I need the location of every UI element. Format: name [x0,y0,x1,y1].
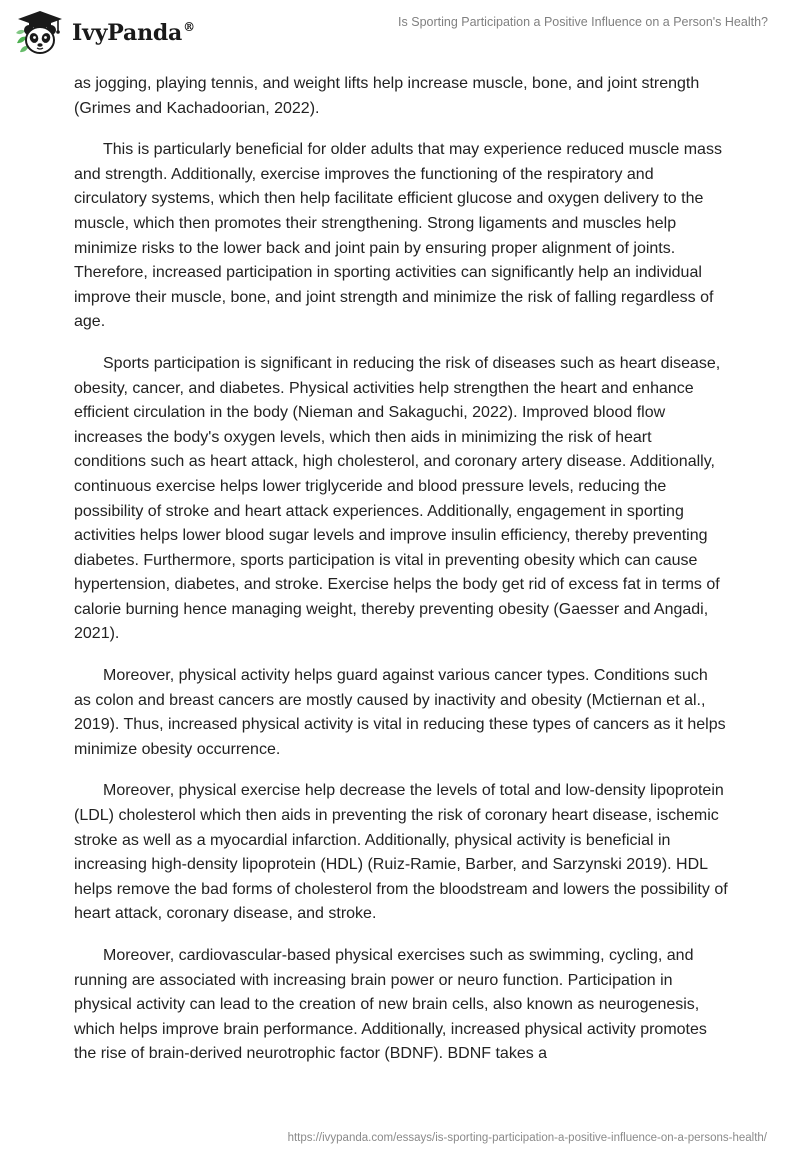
paragraph: This is particularly beneficial for older adults that may experience reduced muscle mass and strength. Additionally, exercise improves the functioning of the respiratory and circulatory systems, which then help facilitate efficient glucose and oxygen delivery to the muscle, which then promotes their strengthening. Strong ligaments and muscles help minimize risks to the lower back and joint pain by ensuring proper alignment of joints. Therefore, increased participation in sporting activities can significantly help an individual improve their muscle, bone, and joint strength and minimize the risk of falling regardless of age. [74,141,722,331]
page-header [0,0,800,66]
brand-name [72,20,195,46]
paragraph: Moreover, physical exercise help decrease the levels of total and low-density lipoprotein (LDL) cholesterol which then aids in preventing the risk of coronary heart disease, ischemic stroke as well as a myocardial infarction. Additionally, physical activity is beneficial in increasing high-density lipoprotein (HDL) (Ruiz-Ramie, Barber, and Sarzynski 2019). HDL helps remove the bad forms of cholesterol from the bloodstream and lowers the possibility of heart attack, coronary disease, and stroke. [74,782,728,923]
registered-mark: ® [183,20,195,34]
panda-graduate-icon [14,8,66,56]
document-title: Is Sporting Participation a Positive Influence on a Person's Health? [398,15,768,29]
brand-label: IvyPanda [72,20,183,46]
paragraph: Sports participation is significant in reducing the risk of diseases such as heart disease, obesity, cancer, and diabetes. Physical activities help strengthen the heart and enhance efficient circulation in the body (Nieman and Sakaguchi, 2022). Improved blood flow increases the body's oxygen levels, which then aids in minimizing the risk of heart conditions such as heart attack, high cholesterol, and coronary artery disease. Additionally, continuous exercise helps lower triglyceride and blood pressure levels, reducing the possibility of stroke and heart attack experiences. Additionally, engagement in sporting activities helps lower blood sugar levels and improve insulin efficiency, thereby preventing diabetes. Furthermore, sports participation is vital in preventing obesity which can cause hypertension, diabetes, and stroke. Exercise helps the body get rid of excess fat in terms of calorie burning hence managing weight, thereby preventing obesity (Gaesser and Angadi, 2021). [74,354,721,643]
paragraph-continued: as jogging, playing tennis, and weight lifts help increase muscle, bone, and joint strength (Grimes and Kachadoorian, 2022). [74,75,700,117]
essay-body [74,72,728,1084]
ivypanda-logo[interactable] [14,8,195,56]
paragraph: Moreover, cardiovascular-based physical exercises such as swimming, cycling, and running are associated with increasing brain power or neuro function. Participation in physical activity can lead to the creation of new brain cells, also known as neurogenesis, which helps improve brain performance. Additionally, increased physical activity promotes the rise of brain-derived neurotrophic factor (BDNF). BDNF takes a [74,947,707,1063]
source-url[interactable]: https://ivypanda.com/essays/is-sporting-participation-a-positive-influence-on-a-persons-health/ [287,1132,767,1144]
paragraph: Moreover, physical activity helps guard against various cancer types. Conditions such as colon and breast cancers are mostly caused by inactivity and obesity (Mctiernan et al., 2019). Thus, increased physical activity is vital in reducing these types of cancers as it helps minimize obesity occurrence. [74,667,726,758]
